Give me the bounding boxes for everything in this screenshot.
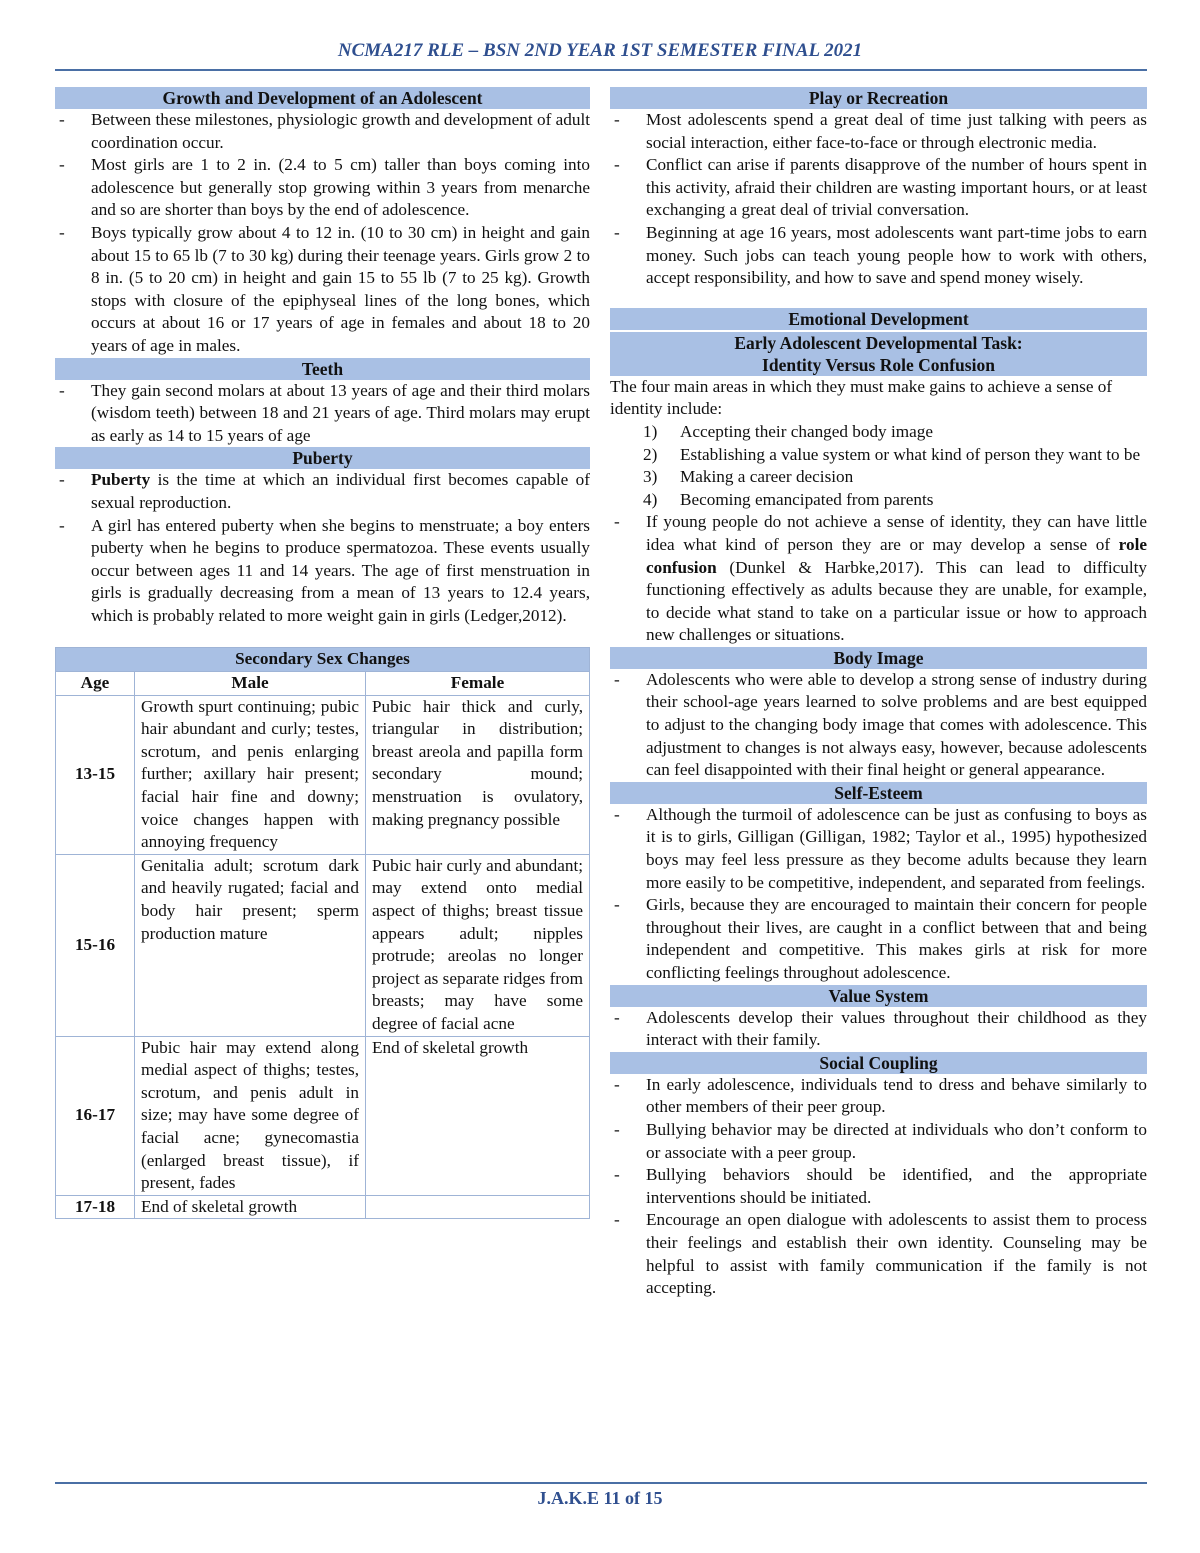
list-text: Establishing a value system or what kind of person they want to be bbox=[680, 444, 1141, 464]
subheading-task-line2: Identity Versus Role Confusion bbox=[762, 354, 995, 375]
age-cell: 15-16 bbox=[56, 854, 135, 1036]
table-row bbox=[56, 695, 590, 854]
list-item bbox=[610, 511, 1147, 647]
female-cell: Pubic hair curly and abundant; may extend onto medial aspect of thighs; breast tissue appears adult; nipples protrude; areolas no longer project as separate ridges from breasts; may have some degree of facial acne bbox=[366, 854, 590, 1036]
section-heading-body-image: Body Image bbox=[610, 647, 1147, 669]
list-item: - Between these milestones, physiologic growth and development of adult coordination occur. bbox=[55, 109, 590, 154]
list-item: - In early adolescence, individuals tend to dress and behave similarly to other members of their peer group. bbox=[610, 1074, 1147, 1119]
subheading-task bbox=[610, 330, 1147, 376]
list-number: 1) bbox=[643, 421, 658, 441]
play-list bbox=[610, 109, 1147, 290]
list-item: - Bullying behaviors should be identified, and the appropriate interventions should be initiated. bbox=[610, 1164, 1147, 1209]
male-cell: Genitalia adult; scrotum dark and heavily rugated; facial and body hair present; sperm production mature bbox=[135, 854, 366, 1036]
body-image-list bbox=[610, 669, 1147, 782]
section-heading-emotional: Emotional Development bbox=[610, 308, 1147, 330]
role-confusion-list bbox=[610, 511, 1147, 647]
table-row bbox=[56, 1036, 590, 1195]
identity-intro: The four main areas in which they must make gains to achieve a sense of identity include: bbox=[610, 376, 1113, 419]
list-text: Making a career decision bbox=[680, 467, 854, 487]
list-item: - Most adolescents spend a great deal of time just talking with peers as social interaction, either face-to-face or through electronic media. bbox=[610, 109, 1147, 154]
role-confusion-text-pre: If young people do not achieve a sense of identity, they can have little idea what kind of person they are or may develop a sense of bbox=[646, 512, 1147, 554]
male-cell: Growth spurt continuing; pubic hair abundant and curly; testes, scrotum, and penis enlarging further; axillary hair present; facial hair fine and downy; voice changes happen with annoying frequency bbox=[135, 695, 366, 854]
section-heading-growth: Growth and Development of an Adolescent bbox=[55, 87, 590, 109]
age-cell: 13-15 bbox=[56, 695, 135, 854]
table-row bbox=[56, 854, 590, 1036]
role-confusion-text-post: (Dunkel & Harbke,2017). This can lead to difficulty functioning effectively as adults because they are unable, for example, to decide what stand to take on a particular issue or how to approach new challenges or situations. bbox=[646, 557, 1147, 645]
list-text: Accepting their changed body image bbox=[680, 421, 933, 441]
female-cell: End of skeletal growth bbox=[366, 1036, 590, 1195]
list-item: - Girls, because they are encouraged to maintain their concern for people throughout their lives, are caught in a conflict between that and being independent and competitive. This makes girls at risk for more conflicting feelings throughout adolescence. bbox=[610, 894, 1147, 984]
column-header-female: Female bbox=[366, 672, 590, 696]
list-number: 2) bbox=[643, 444, 658, 464]
teeth-list bbox=[55, 380, 590, 448]
section-heading-teeth: Teeth bbox=[55, 358, 590, 380]
list-number: 3) bbox=[643, 467, 658, 487]
list-item: - Most girls are 1 to 2 in. (2.4 to 5 cm) taller than boys coming into adolescence but generally stop growing within 3 years from menarche and so are shorter than boys by the end of adolescence. bbox=[55, 154, 590, 222]
male-cell: Pubic hair may extend along medial aspect of thighs; testes, scrotum, and penis adult in size; may have some degree of facial acne; gynecomastia (enlarged breast tissue), if present, fades bbox=[135, 1036, 366, 1195]
role-confusion-term: role confusion bbox=[646, 534, 1147, 577]
puberty-definition: is the time at which an individual first becomes capable of sexual reproduction. bbox=[91, 470, 590, 512]
list-number: 4) bbox=[643, 489, 658, 509]
list-item: - Adolescents develop their values throughout their childhood as they interact with their family. bbox=[610, 1007, 1147, 1052]
puberty-term: Puberty bbox=[91, 470, 151, 490]
self-esteem-list bbox=[610, 804, 1147, 985]
social-coupling-list bbox=[610, 1074, 1147, 1300]
section-heading-play: Play or Recreation bbox=[610, 87, 1147, 109]
list-item: - Adolescents who were able to develop a strong sense of industry during their school-age years learned to solve problems and are best equipped to adjust to the changing body image that comes with adolescence. This adjustment to changes is not always easy, however, because adolescents can feel disappointed with their final height or general appearance. bbox=[610, 669, 1147, 782]
identity-list bbox=[610, 421, 1147, 511]
list-item: - Encourage an open dialogue with adolescents to assist them to process their feelings and establish their own identity. Counseling may be helpful to assist with family communication if the family is not accepting. bbox=[610, 1209, 1147, 1299]
column-header-male: Male bbox=[135, 672, 366, 696]
header-rule bbox=[55, 69, 1147, 71]
list-item: - Boys typically grow about 4 to 12 in. (10 to 30 cm) in height and gain about 15 to 65 lb (7 to 30 kg) during their teenage years. Girls grow 2 to 8 in. (5 to 20 cm) in height and gain 15 to 55 lb (7 to 25 kg). Growth stops with closure of the epiphyseal lines of the long bones, which occurs at about 16 or 17 years of age in females and about 18 to 20 years of age in males. bbox=[55, 222, 590, 358]
page-header: NCMA217 RLE – BSN 2ND YEAR 1ST SEMESTER FINAL 2021 bbox=[337, 40, 863, 61]
list-item: - Bullying behavior may be directed at individuals who don’t conform to or associate with a peer group. bbox=[610, 1119, 1147, 1164]
column-header-age: Age bbox=[56, 672, 135, 696]
section-heading-self-esteem: Self-Esteem bbox=[610, 782, 1147, 804]
list-item bbox=[610, 421, 1147, 444]
age-cell: 16-17 bbox=[56, 1036, 135, 1195]
subheading-task-line1: Early Adolescent Developmental Task: bbox=[734, 332, 1023, 353]
list-item bbox=[610, 466, 1147, 489]
puberty-list bbox=[55, 469, 590, 627]
female-cell bbox=[366, 1195, 590, 1219]
section-heading-social-coupling: Social Coupling bbox=[610, 1052, 1147, 1074]
male-cell: End of skeletal growth bbox=[135, 1195, 366, 1219]
left-column bbox=[55, 87, 590, 1219]
section-heading-puberty: Puberty bbox=[55, 447, 590, 469]
secondary-sex-changes-table bbox=[55, 647, 590, 1219]
list-text: Becoming emancipated from parents bbox=[680, 489, 934, 509]
table-title: Secondary Sex Changes bbox=[56, 648, 590, 672]
list-item bbox=[55, 469, 590, 514]
right-column bbox=[610, 87, 1147, 1300]
list-item: - Conflict can arise if parents disapprove of the number of hours spent in this activity, afraid their children are wasting important hours, or at least exchanging a great deal of trivial conversation. bbox=[610, 154, 1147, 222]
list-item: - Although the turmoil of adolescence can be just as confusing to boys as it is to girls, Gilligan (Gilligan, 1982; Taylor et al., 1995) hypothesized boys may feel less pressure as they become adults because they learn more easily to be competitive, independent, and separated from feelings. bbox=[610, 804, 1147, 894]
growth-list bbox=[55, 109, 590, 358]
section-heading-value-system: Value System bbox=[610, 985, 1147, 1007]
list-item bbox=[610, 489, 1147, 512]
list-item: - They gain second molars at about 13 years of age and their third molars (wisdom teeth) between 18 and 21 years of age. Third molars may erupt as early as 14 to 15 years of age bbox=[55, 380, 590, 448]
female-cell: Pubic hair thick and curly, triangular in distribution; breast areola and papilla form secondary mound; menstruation is ovulatory, making pregnancy possible bbox=[366, 695, 590, 854]
table-row bbox=[56, 1195, 590, 1219]
footer-rule bbox=[55, 1482, 1147, 1484]
list-item bbox=[610, 444, 1147, 467]
page-footer: J.A.K.E 11 of 15 bbox=[537, 1488, 663, 1508]
age-cell: 17-18 bbox=[56, 1195, 135, 1219]
value-system-list bbox=[610, 1007, 1147, 1052]
list-item: - Beginning at age 16 years, most adolescents want part-time jobs to earn money. Such jobs can teach young people how to work with others, accept responsibility, and how to save and spend money wisely. bbox=[610, 222, 1147, 290]
list-item: - A girl has entered puberty when she begins to menstruate; a boy enters puberty when he begins to produce spermatozoa. These events usually occur between ages 11 and 14 years. The age of first menstruation in girls is gradually decreasing from a mean of 13 years to 12.4 years, which is probably related to more weight gain in girls (Ledger,2012). bbox=[55, 515, 590, 628]
